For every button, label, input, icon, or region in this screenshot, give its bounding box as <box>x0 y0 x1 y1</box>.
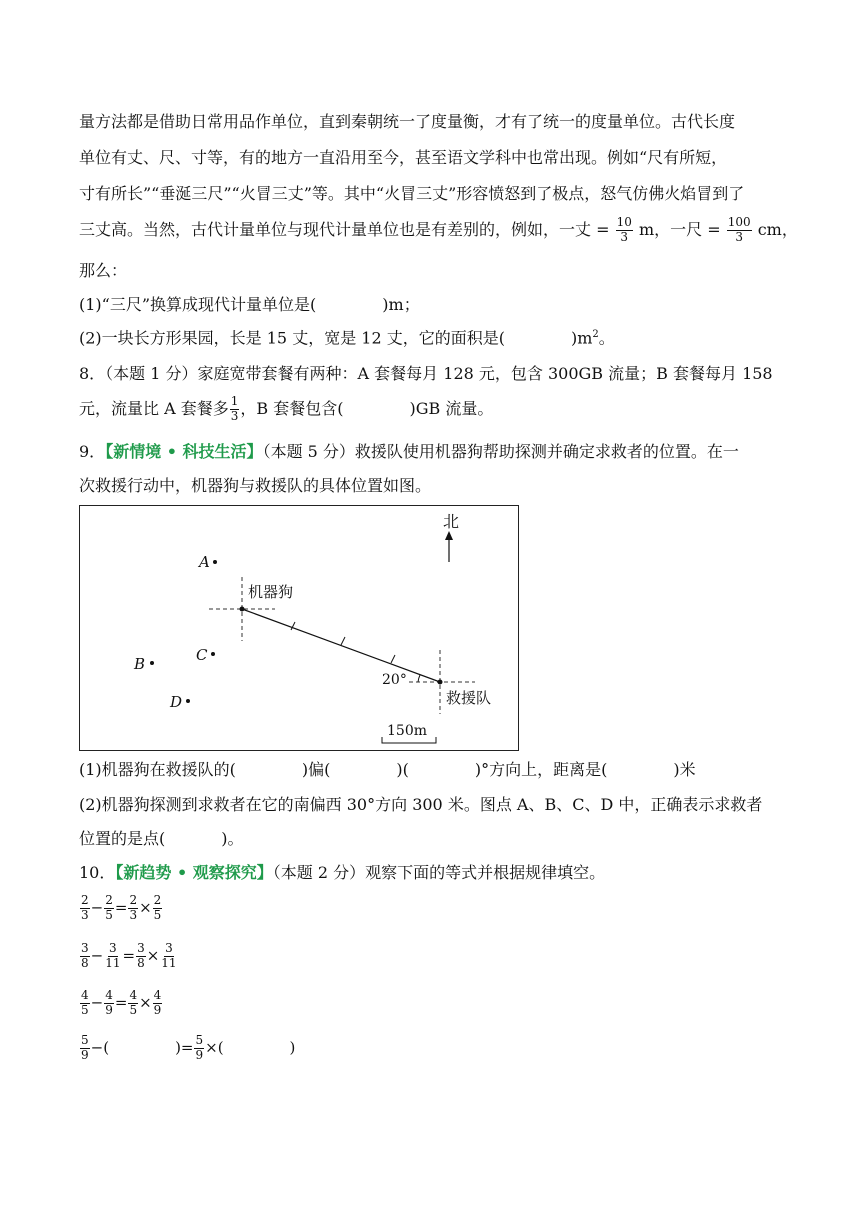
equation-row <box>79 894 163 923</box>
point-c-label: C <box>196 646 208 664</box>
point-d-label: D <box>170 693 183 711</box>
q9-line-2: 次救援行动中，机器狗与救援队的具体位置如图。 <box>79 476 432 495</box>
intro-line-4-text-b: m，一尺 = <box>633 220 726 239</box>
fraction: $\frac{3}{11}$ <box>105 941 121 970</box>
operator: − <box>90 993 104 1012</box>
fraction: $\frac{2}{3}$ <box>81 893 89 922</box>
operator: = <box>114 993 128 1012</box>
q10-line-1: 10．【新趋势 • 观察探究】（本题 2 分）观察下面的等式并根据规律填空。 <box>79 863 606 882</box>
q10-tag: 【新趋势 • 观察探究】 <box>115 863 273 882</box>
operator: × <box>139 898 152 917</box>
intro-line-2: 单位有丈、尺、寸等，有的地方一直沿用至今，甚至语文学科中也常出现。例如“尺有所短， <box>79 148 728 167</box>
fraction-10-3: $\frac{10}{3}$ <box>616 215 632 244</box>
fraction-1-3: $\frac{1}{3}$ <box>230 394 239 423</box>
q9-part-2-line-1: (2)机器狗探测到求救者在它的南偏西 30°方向 300 米。图点 A、B、C、D 中，正确表示求救者 <box>79 795 763 814</box>
scale-label: 150m <box>387 723 427 739</box>
point-c <box>211 652 215 656</box>
fraction: $\frac{3}{8}$ <box>81 941 89 970</box>
q9-part-1: (1)机器狗在救援队的( )偏( )( )°方向上，距离是( )米 <box>79 760 696 779</box>
fraction: $\frac{5}{9}$ <box>195 1033 204 1062</box>
point-d <box>186 699 190 703</box>
operator: = <box>114 898 128 917</box>
operator: = <box>122 946 136 965</box>
north-label: 北 <box>443 512 460 531</box>
operator: × <box>139 993 152 1012</box>
q8-line-1: 8．（本题 1 分）家庭宽带套餐有两种：A 套餐每月 128 元，包含 300GB 流量；B 套餐每月 158 <box>79 364 773 383</box>
intro-line-5: 那么： <box>79 261 128 280</box>
fraction: $\frac{4}{5}$ <box>81 988 89 1017</box>
fraction: $\frac{5}{9}$ <box>81 1033 89 1062</box>
q7-part-1: (1)“三尺”换算成现代计量单位是( )m； <box>79 295 420 314</box>
operator: − <box>90 898 104 917</box>
intro-line-4-text-a: 三丈高。当然，古代计量单位与现代计量单位也是有差别的，例如，一丈 = <box>79 220 615 239</box>
fraction: $\frac{4}{9}$ <box>105 988 113 1017</box>
fraction: $\frac{4}{9}$ <box>153 988 162 1017</box>
q9-line-1: 9．【新情境 • 科技生活】（本题 5 分）救援队使用机器狗帮助探测并确定求救者的位置。在一 <box>79 442 739 461</box>
fraction: $\frac{4}{5}$ <box>129 988 138 1017</box>
fraction: $\frac{2}{5}$ <box>153 893 162 922</box>
q7-part-2: (2)一块长方形果园，长是 15 丈，宽是 12 丈，它的面积是( )$m^2$。 <box>79 328 615 348</box>
fraction-100-3: $\frac{100}{3}$ <box>727 215 751 244</box>
fraction: $\frac{2}{5}$ <box>105 893 113 922</box>
fraction: $\frac{3}{8}$ <box>137 941 145 970</box>
point-b-label: B <box>134 655 146 673</box>
equation-row <box>79 942 179 971</box>
intro-line-1: 量方法都是借助日常用品作单位，直到秦朝统一了度量衡，才有了统一的度量单位。古代长度 <box>79 112 736 131</box>
fraction: $\frac{2}{3}$ <box>129 893 138 922</box>
intro-line-3: 寸有所长”“垂涎三尺”“火冒三丈”等。其中“火冒三丈”形容愤怒到了极点，怒气仿佛火焰冒到了 <box>79 184 745 203</box>
q9-part-2-line-2: 位置的是点( )。 <box>79 829 244 848</box>
intro-line-4-text-c: cm， <box>752 220 798 239</box>
equation-row <box>79 989 163 1018</box>
point-b <box>150 661 154 665</box>
robot-dog-label: 机器狗 <box>248 583 294 601</box>
point-a-label: A <box>199 553 210 571</box>
point-a <box>213 560 217 564</box>
rescue-team-label: 救援队 <box>446 689 492 707</box>
q8-line-2: 元，流量比 A 套餐多 $\frac{1}{3}$ ，B 套餐包含( )GB 流量。 <box>79 394 494 423</box>
q9-tag: 【新情境 • 科技生活】 <box>105 442 263 461</box>
equation-row-blank: $\frac{5}{9}$ −( )= $\frac{5}{9}$ ×( ) <box>81 1033 296 1062</box>
fraction: $\frac{3}{11}$ <box>161 941 177 970</box>
operator: − <box>90 946 104 965</box>
angle-label: 20° <box>382 672 407 688</box>
intro-line-4 <box>79 214 798 246</box>
location-diagram <box>79 505 519 751</box>
operator: × <box>146 946 160 965</box>
